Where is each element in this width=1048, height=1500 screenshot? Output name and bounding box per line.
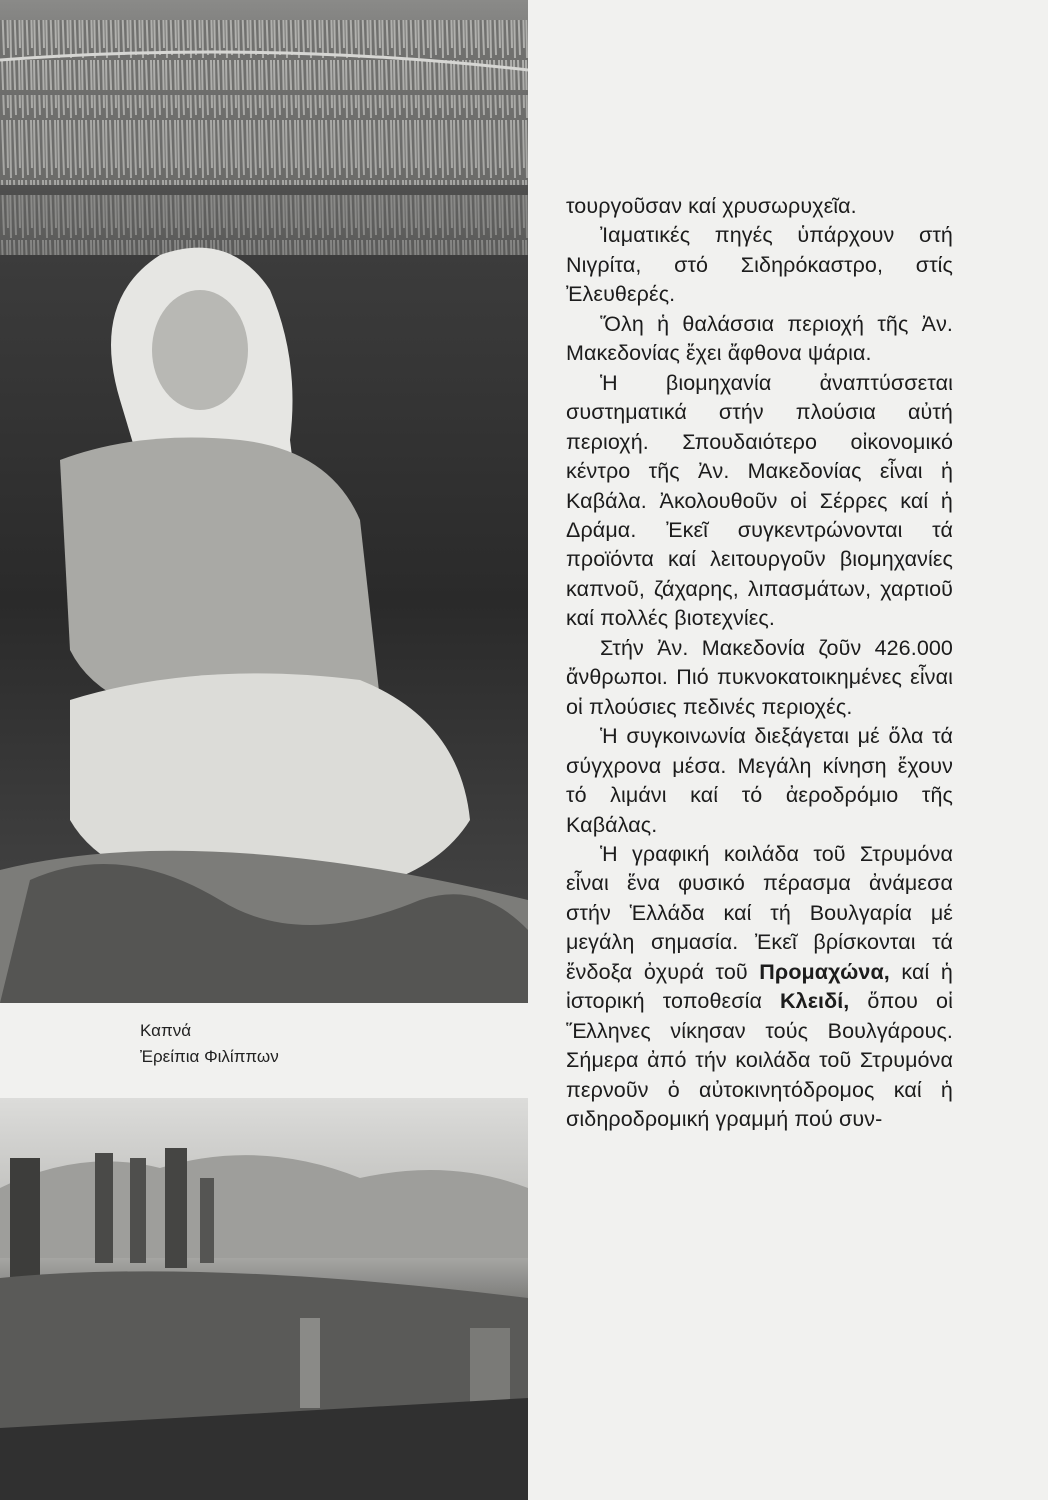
text-run: ὅπου οἱ Ἕλληνες νίκησαν τούς Βουλγάρους. Σήμερα ἀπό τήν κοιλάδα τοῦ Στρυμόνα περνοῦν ὁ αὐτοκινητόδρομος καί ἡ σιδηροδρομική γραμμή πού συν- — [566, 989, 953, 1132]
text-run: Ἡ γραφική κοιλάδα τοῦ Στρυμόνα εἶναι ἕνα φυσικό πέρασμα ἀνάμεσα στήν Ἑλλάδα καί τή Βουλγαρία μέ μεγάλη σημασία. Ἐκεῖ βρίσκονται τά ἔνδοξα ὀχυρά τοῦ — [566, 841, 953, 984]
paragraph: Ὅλη ἡ θαλάσσια περιοχή τῆς Ἀν. Μακεδονίας ἔχει ἄφθονα ψάρια. — [566, 311, 953, 366]
text-run: καί ἡ ἱστορική τοποθεσία — [566, 959, 953, 1014]
place-name-kleidi: Κλειδί, — [780, 989, 850, 1014]
article-text — [566, 192, 953, 1135]
philippi-ruins-photo — [0, 1098, 528, 1500]
paragraph: τουργοῦσαν καί χρυσωρυχεῖα. — [566, 194, 857, 218]
photo-captions — [140, 1018, 279, 1070]
tobacco-photo — [0, 0, 528, 1003]
paragraph: Ἰαματικές πηγές ὑπάρχουν στή Νιγρίτα, στό Σιδηρόκαστρο, στίς Ἐλευθερές. — [566, 223, 953, 307]
caption-tobacco: Καπνά — [140, 1021, 192, 1040]
paragraph — [566, 840, 953, 1135]
paragraph: Στήν Ἀν. Μακεδονία ζοῦν 426.000 ἄνθρωποι. Πιό πυκνοκατοικημένες εἶναι οἱ πλούσιες πεδινές περιοχές. — [566, 635, 953, 719]
caption-ruins: Ἐρείπια Φιλίππων — [140, 1047, 279, 1066]
place-name-promachonas: Προμαχώνα, — [759, 959, 890, 984]
paragraph: Ἡ συγκοινωνία διεξάγεται μέ ὅλα τά σύγχρονα μέσα. Μεγάλη κίνηση ἔχουν τό λιμάνι καί τό ἀεροδρόμιο τῆς Καβάλας. — [566, 724, 953, 837]
paragraph: Ἡ βιομηχανία ἀναπτύσσεται συστηματικά στήν πλούσια αὐτή περιοχή. Σπουδαιότερο οἰκονομικό κέντρο τῆς Ἀν. Μακεδονίας εἶναι ἡ Καβάλα. Ἀκολουθοῦν οἱ Σέρρες καί ἡ Δράμα. Ἐκεῖ συγκεντρώνονται τά προϊόντα καί λειτουργοῦν βιομηχανίες καπνοῦ, ζάχαρης, λιπασμάτων, χαρτιοῦ καί πολλές βιοτεχνίες. — [566, 370, 953, 631]
